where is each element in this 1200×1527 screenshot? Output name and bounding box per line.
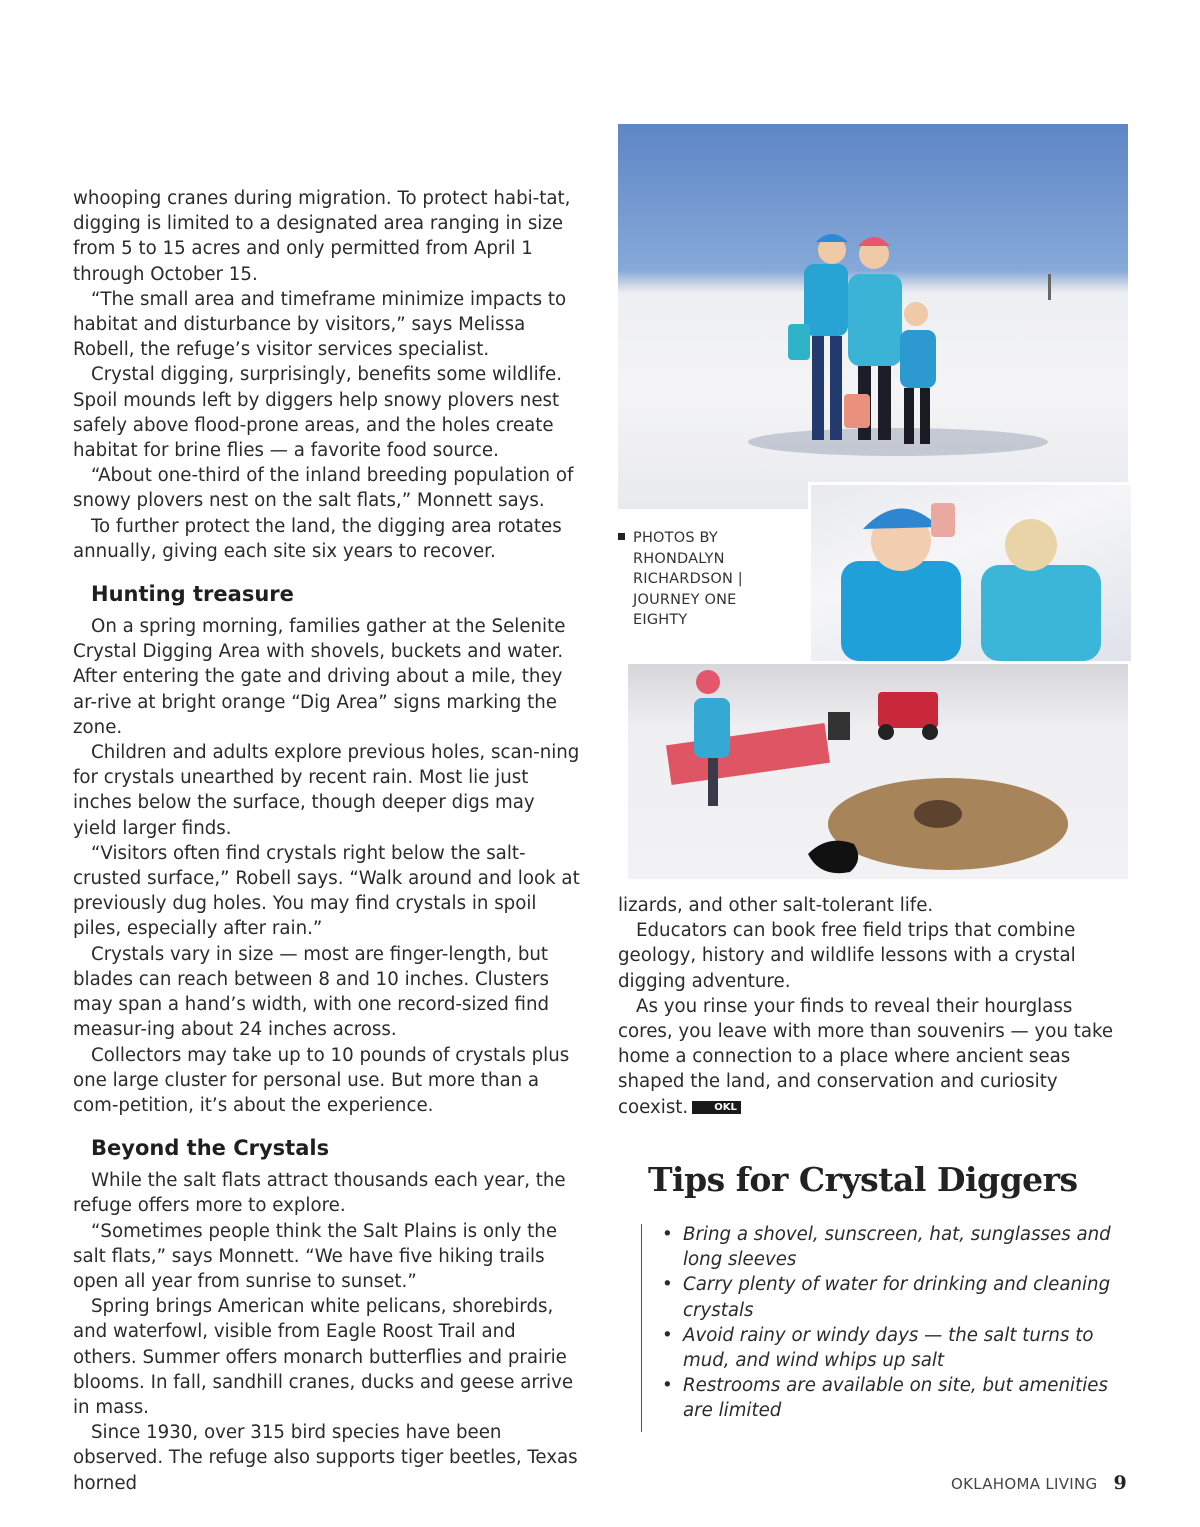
tip-item: • Bring a shovel, sunscreen, hat, sunglasses and long sleeves <box>660 1222 1130 1272</box>
photo-credit <box>618 528 798 631</box>
left-column <box>73 186 583 1496</box>
tip-item: • Restrooms are available on site, but amenities are limited <box>660 1373 1130 1423</box>
page-number: 9 <box>1113 1472 1127 1494</box>
page-footer <box>951 1470 1127 1497</box>
body-paragraph: Children and adults explore previous holes, scan-ning for crystals unearthed by recent rain. Most lie just inches below the surface, though deeper digs may yield larger finds. <box>73 742 580 839</box>
body-paragraph: To further protect the land, the digging area rotates annually, giving each site six years to recover. <box>73 515 562 562</box>
body-paragraph: “About one-third of the inland breeding population of snowy plovers nest on the salt flats,” Monnett says. <box>73 465 574 512</box>
tip-item: • Avoid rainy or windy days — the salt turns to mud, and wind whips up salt <box>660 1323 1130 1373</box>
body-paragraph: Spring brings American white pelicans, shorebirds, and waterfowl, visible from Eagle Roost Trail and others. Summer offers monarch butterflies and prairie blooms. In fall, sandhill cranes, ducks and geese arrive in mass. <box>73 1296 574 1418</box>
body-paragraph: “The small area and timeframe minimize impacts to habitat and disturbance by visitors,” says Melissa Robell, the refuge’s visitor services specialist. <box>73 288 567 361</box>
photo-children-on-salt-flats <box>618 124 1128 509</box>
tips-title: Tips for Crystal Diggers <box>648 1160 1078 1199</box>
photo-credit-text: PHOTOS BY RHONDALYN RICHARDSON | JOURNEY ONE EIGHTY <box>633 530 743 628</box>
body-paragraph: “Visitors often find crystals right below the salt-crusted surface,” Robell says. “Walk around and look at previously dug holes. You may find crystals in spoil piles, especially after rain.” <box>73 842 580 940</box>
square-bullet-icon <box>618 533 625 540</box>
body-paragraph: Collectors may take up to 10 pounds of crystals plus one large cluster for personal use. But more than a com-petition, it’s about the experience. <box>73 1044 570 1116</box>
body-paragraph: Educators can book free field trips that combine geology, history and wildlife lessons with a crystal digging adventure. <box>618 920 1076 992</box>
photo-dig-site-with-wagon <box>628 664 1128 879</box>
section-heading-hunting-treasure: Hunting treasure <box>91 582 294 607</box>
tips-list <box>660 1222 1130 1424</box>
body-paragraph: On a spring morning, families gather at the Selenite Crystal Digging Area with shovels, buckets and water. After entering the gate and driving about a mile, they ar-rive at bright orange “Dig Area” signs marking the zone. <box>73 616 566 738</box>
body-paragraph: Crystal digging, surprisingly, benefits some wildlife. Spoil mounds left by diggers help snowy plovers nest safely above flood-prone areas, and the holes create habitat for brine flies — a favorite food source. <box>73 364 563 462</box>
body-paragraph: While the salt flats attract thousands each year, the refuge offers more to explore. <box>73 1170 566 1217</box>
body-paragraph: Crystals vary in size — most are finger-length, but blades can reach between 8 and 10 inches. Clusters may span a hand’s width, with one record-sized find measur-ing about 24 inches across. <box>73 943 550 1041</box>
tips-divider <box>641 1224 642 1432</box>
body-paragraph: whooping cranes during migration. To protect habi-tat, digging is limited to a designated area ranging in size from 5 to 15 acres and only permitted from April 1 through October 15. <box>73 188 571 285</box>
okl-end-mark: OKL <box>692 1101 741 1114</box>
section-heading-beyond-the-crystals: Beyond the Crystals <box>91 1136 330 1161</box>
body-paragraph: Since 1930, over 315 bird species have been observed. The refuge also supports tiger beetles, Texas horned <box>73 1422 578 1494</box>
photo-girls-digging <box>808 482 1131 661</box>
body-paragraph: “Sometimes people think the Salt Plains is only the salt flats,” says Monnett. “We have five hiking trails open all year from sunrise to sunset.” <box>73 1220 558 1292</box>
magazine-name: OKLAHOMA LIVING <box>950 1475 1098 1493</box>
tip-item: • Carry plenty of water for drinking and cleaning crystals <box>660 1272 1130 1322</box>
right-column <box>618 893 1130 1120</box>
body-paragraph <box>618 994 1130 1120</box>
closing-paragraph-text: As you rinse your finds to reveal their hourglass cores, you leave with more than souvenirs — you take home a connection to a place where ancient seas shaped the land, and conservation and curiosity coexist. <box>618 995 1114 1118</box>
body-paragraph: lizards, and other salt-tolerant life. <box>618 895 934 916</box>
